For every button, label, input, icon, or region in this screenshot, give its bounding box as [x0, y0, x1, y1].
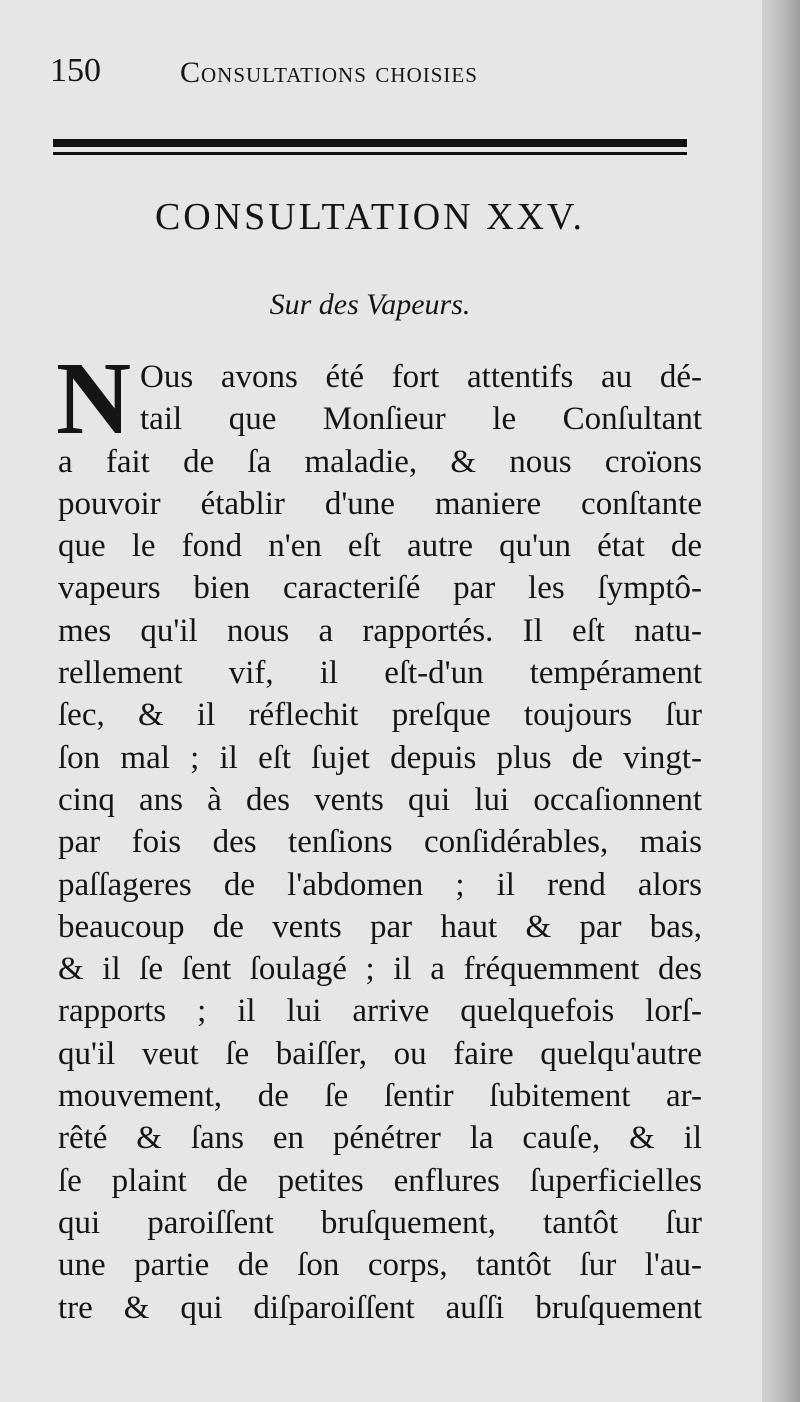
- text-line: vapeurs bien caracteriſé par les ſymptô-: [58, 570, 702, 607]
- text-line: rapports ; il lui arrive quelquefois lorſ-: [58, 993, 702, 1030]
- text-line: ſon mal ; il eſt ſujet depuis plus de vingt-: [58, 739, 702, 776]
- chapter-title: CONSULTATION XXV.: [154, 196, 586, 238]
- text-line: qui paroiſſent bruſquement, tantôt ſur: [58, 1204, 702, 1241]
- drop-cap: N: [56, 341, 132, 456]
- text-line: ſec, & il réflechit preſque toujours ſur: [58, 697, 702, 734]
- text-line: pouvoir établir d'une maniere conſtante: [58, 485, 702, 522]
- running-title: Consultations choisies: [180, 56, 478, 89]
- text-line: rellement vif, il eſt-d'un tempérament: [58, 655, 702, 692]
- text-line: par fois des tenſions conſidérables, mais: [58, 824, 702, 861]
- text-line: ſe plaint de petites enflures ſuperficielles: [58, 1162, 702, 1199]
- text-line: que le fond n'en eſt autre qu'un état de: [58, 528, 702, 565]
- text-line: tre & qui diſparoiſſent auſſi bruſquement: [58, 1289, 702, 1326]
- text-line: une partie de ſon corps, tantôt ſur l'au-: [58, 1247, 702, 1284]
- text-line: qu'il veut ſe baiſſer, ou faire quelqu'autre: [58, 1035, 702, 1072]
- header-rule-thin: [53, 152, 687, 155]
- chapter-subtitle: Sur des Vapeurs.: [269, 288, 471, 321]
- text-line: mes qu'il nous a rapportés. Il eſt natu-: [58, 612, 702, 649]
- text-line: Ous avons été fort attentifs au dé-: [140, 359, 702, 395]
- running-header: [50, 52, 700, 96]
- page-gutter-shadow: [762, 0, 800, 1402]
- text-line: a fait de ſa maladie, & nous croïons: [58, 443, 702, 480]
- page-number: 150: [50, 52, 101, 89]
- text-line: & il ſe ſent ſoulagé ; il a fréquemment des: [58, 951, 702, 988]
- header-rule-thick: [53, 139, 687, 147]
- text-line: cinq ans à des vents qui lui occaſionnent: [58, 781, 702, 818]
- text-line: mouvement, de ſe ſentir ſubitement ar-: [58, 1078, 702, 1115]
- text-line: rêté & ſans en pénétrer la cauſe, & il: [58, 1120, 702, 1157]
- body-text: [56, 341, 702, 1329]
- text-line: tail que Monſieur le Conſultant: [140, 401, 702, 438]
- text-line: beaucoup de vents par haut & par bas,: [58, 908, 702, 945]
- text-line: paſſageres de l'abdomen ; il rend alors: [58, 866, 702, 903]
